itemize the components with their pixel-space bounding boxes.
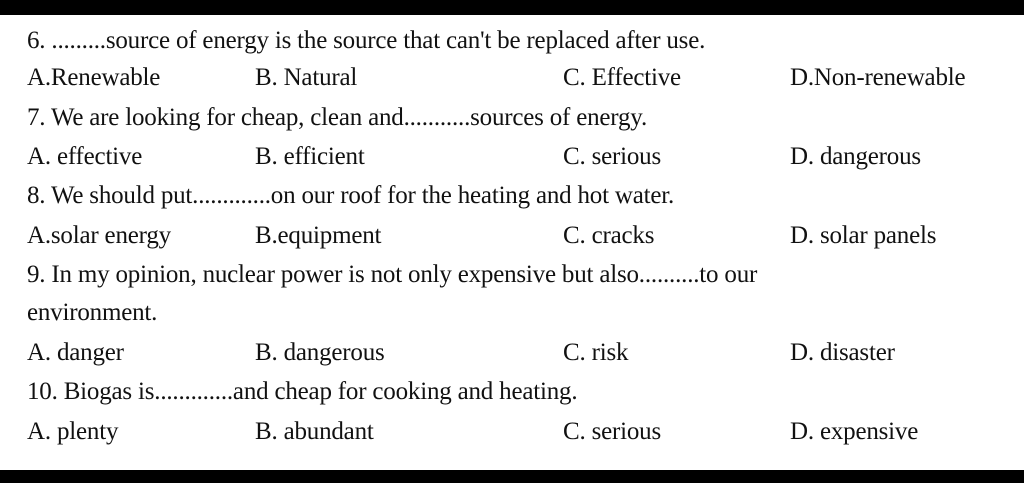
question-6-option-b: B. Natural xyxy=(255,64,358,91)
question-6-option-d: D.Non-renewable xyxy=(790,64,966,91)
worksheet xyxy=(0,15,1024,470)
question-8-option-a: A.solar energy xyxy=(27,222,171,249)
question-10-option-a: A. plenty xyxy=(27,418,119,445)
question-6-text: 6. .........source of energy is the source that can't be replaced after use. xyxy=(27,27,706,54)
question-9-option-b: B. dangerous xyxy=(255,339,385,366)
question-9-text: 9. In my opinion, nuclear power is not only expensive but also..........to our xyxy=(27,261,758,288)
question-8-option-b: B.equipment xyxy=(255,222,382,249)
question-7-option-b: B. efficient xyxy=(255,143,365,170)
question-7-option-c: C. serious xyxy=(563,143,662,170)
question-10-option-b: B. abundant xyxy=(255,418,374,445)
question-9-option-c: C. risk xyxy=(563,339,629,366)
question-6-option-c: C. Effective xyxy=(563,64,681,91)
question-9-option-d: D. disaster xyxy=(790,339,895,366)
question-9-option-a: A. danger xyxy=(27,339,124,366)
question-10-option-d: D. expensive xyxy=(790,418,919,445)
question-7-text: 7. We are looking for cheap, clean and...........sources of energy. xyxy=(27,104,648,131)
question-8-text: 8. We should put.............on our roof for the heating and hot water. xyxy=(27,182,675,209)
question-7-option-d: D. dangerous xyxy=(790,143,921,170)
question-10-option-c: C. serious xyxy=(563,418,662,445)
question-6-option-a: A.Renewable xyxy=(27,64,161,91)
question-9-text-continued: environment. xyxy=(27,299,158,326)
question-8-option-d: D. solar panels xyxy=(790,222,937,249)
question-7-option-a: A. effective xyxy=(27,143,143,170)
question-10-text: 10. Biogas is.............and cheap for cooking and heating. xyxy=(27,378,578,405)
question-8-option-c: C. cracks xyxy=(563,222,655,249)
